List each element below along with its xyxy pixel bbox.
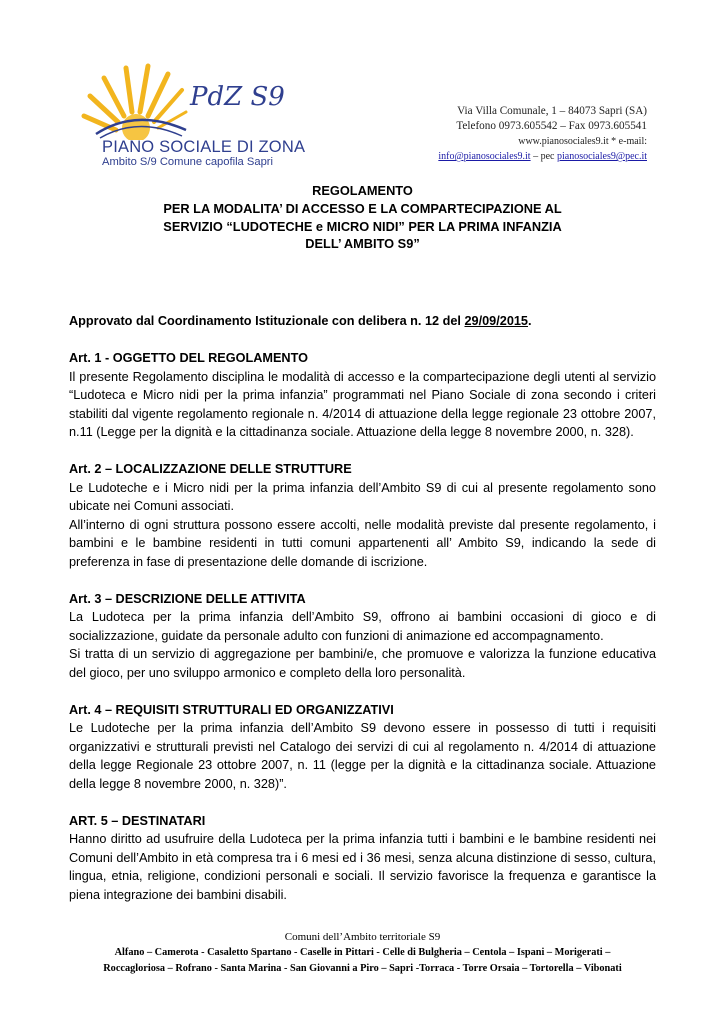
document-body [69, 312, 656, 923]
article-paragraph: Le Ludoteche e i Micro nidi per la prima infanzia dell’Ambito S9 di cui al presente regolamento sono ubicate nei Comuni associati. [69, 480, 656, 513]
article-2 [69, 460, 656, 571]
footer-municipalities-1: Alfano – Camerota - Casaletto Spartano - Caselle in Pittari - Celle di Bulgheria – Centola – Ispani – Morigerati – [114, 947, 611, 958]
article-title: Art. 4 – REQUISITI STRUTTURALI ED ORGANIZZATIVI [69, 702, 394, 717]
approval-line [69, 312, 656, 331]
contact-address: Via Villa Comunale, 1 – 84073 Sapri (SA) [457, 105, 647, 117]
article-paragraph: Le Ludoteche per la prima infanzia dell’Ambito S9 devono essere in possesso di tutti i requisiti organizzativi e strutturali previsti nel Catalogo dei servizi di cui al regolamento n. 4/2014 di attuazione della legge Regionale 23 ottobre 2007, n. 11 (legge per la dignità e la cittadinanza sociale. Attuazione della legge 8 novembre 2000, n. 328)”. [69, 721, 656, 791]
article-paragraph: Si tratta di un servizio di aggregazione per bambini/e, che promuove e valorizza la funzione educativa del gioco, per uno sviluppo armonico e completo della loro personalità. [69, 647, 656, 680]
logo [78, 60, 306, 170]
email-link[interactable]: info@pianosociales9.it [438, 151, 531, 162]
pec-link[interactable]: pianosociales9@pec.it [556, 151, 647, 162]
heading-line-3: SERVIZIO “LUDOTECHE e MICRO NIDI” PER LA PRIMA INFANZIA [163, 218, 562, 234]
approval-end: . [527, 314, 532, 328]
article-paragraph: La Ludoteca per la prima infanzia dell’Ambito S9, offrono ai bambini occasioni di gioco e di socializzazione, guidate da personale adulto con funzioni di animazione ed accompagnamento. [69, 610, 656, 643]
footer-municipalities-2: Roccagloriosa – Rofrano - Santa Marina - San Giovanni a Piro – Sapri -Torraca - Torre Orsaia – Tortorella – Vibonati [103, 963, 622, 974]
article-title: Art. 1 - OGGETTO DEL REGOLAMENTO [69, 351, 308, 365]
article-paragraph: All’interno di ogni struttura possono essere accolti, nelle modalità previste dal presente regolamento, i bambini e le bambine residenti in tutti comuni appartenenti all’ Ambito S9, indicando la sede di preferenza in fase di presentazione delle domande di iscrizione. [69, 517, 656, 569]
pec-label: – pec [533, 151, 555, 162]
article-4 [69, 701, 656, 794]
document-heading [0, 182, 725, 253]
article-title: ART. 5 – DESTINATARI [69, 813, 206, 828]
article-paragraph: Il presente Regolamento disciplina le modalità di accesso e la compartecipazione degli utenti al servizio “Ludoteca e Micro nidi per la prima infanzia” programmati nel Piano Sociale di zona secondo i criteri stabiliti dal vigente regolamento regionale n. 4/2014 di attuazione della legge regionale 23 ottobre 2007, n.11 (Legge per la dignità e la cittadinanza sociale. Attuazione della legge 8 novembre 2000, n. 328). [69, 369, 656, 439]
approval-date: 29/09/2015 [464, 314, 528, 328]
brand-mark: PdZ S9 [190, 82, 285, 112]
article-1 [69, 349, 656, 442]
heading-line-1: REGOLAMENTO [312, 183, 413, 198]
article-5 [69, 812, 656, 905]
contact-phone-fax: Telefono 0973.605542 – Fax 0973.605541 [456, 120, 647, 132]
logo-subtitle: Ambito S/9 Comune capofila Sapri [102, 156, 274, 168]
contact-block [438, 104, 647, 164]
heading-line-4: DELL’ AMBITO S9” [305, 236, 420, 252]
footer-caption: Comuni dell’Ambito territoriale S9 [284, 931, 441, 943]
article-title: Art. 3 – DESCRIZIONE DELLE ATTIVITA [69, 591, 306, 606]
approval-text: Approvato dal Coordinamento Istituzionale con delibera n. 12 del [69, 314, 465, 328]
article-title: Art. 2 – LOCALIZZAZIONE DELLE STRUTTURE [69, 462, 352, 476]
contact-emails [438, 149, 647, 164]
logo-title: PIANO SOCIALE DI ZONA [102, 138, 306, 156]
contact-web: www.pianosociales9.it * e-mail: [518, 136, 647, 147]
article-paragraph: Hanno diritto ad usufruire della Ludoteca per la prima infanzia tutti i bambini e le bambine residenti nei Comuni dell’Ambito in età compresa tra i 6 mesi ed i 36 mesi, senza alcuna distinzione di sesso, cultura, lingua, etnia, religione, condizioni personali e sociali. Il servizio favorisce la frequenza e garantisce la piena integrazione dei bambini disabili. [69, 832, 656, 902]
article-3 [69, 590, 656, 683]
heading-line-2: PER LA MODALITA’ DI ACCESSO E LA COMPARTECIPAZIONE AL [163, 200, 562, 216]
page-footer [0, 930, 725, 977]
